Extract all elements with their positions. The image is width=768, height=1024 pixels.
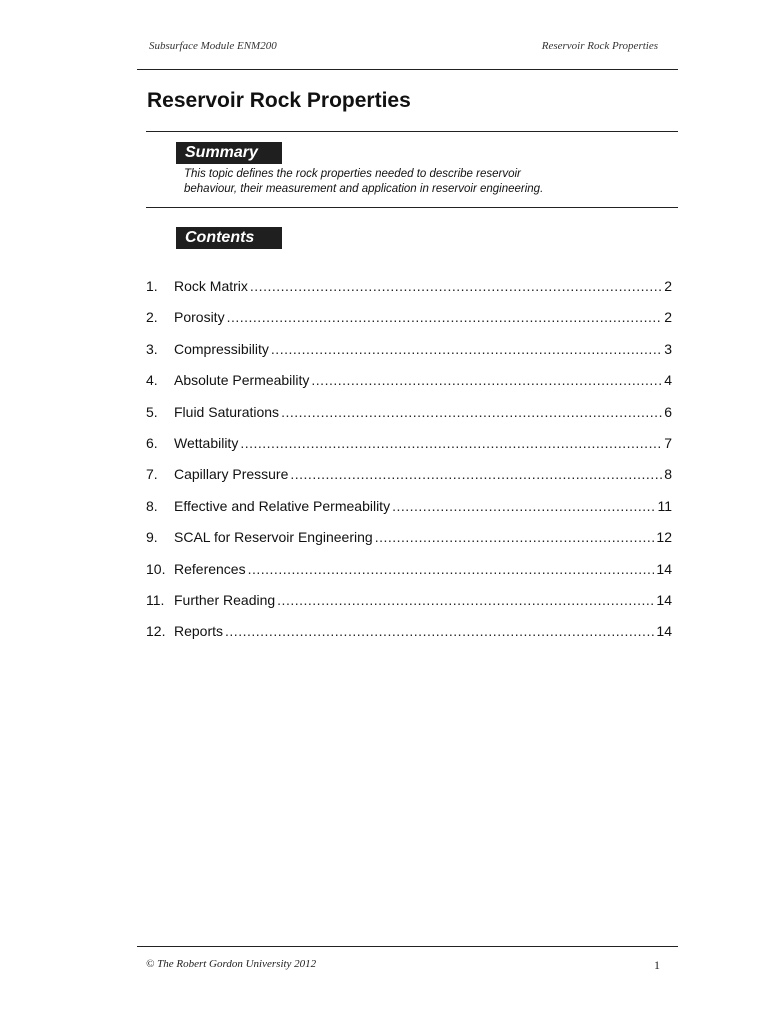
toc-item-scal[interactable] [146, 529, 672, 560]
toc-leader-dots [392, 498, 655, 514]
toc-page-number: 7 [664, 434, 672, 451]
toc-page-number: 2 [664, 278, 672, 294]
toc-number: 3. [146, 340, 158, 357]
toc-number: 10. [146, 560, 166, 577]
toc-label: SCAL for Reservoir Engineering [174, 529, 373, 546]
toc-item-absolute-permeability[interactable] [146, 372, 672, 403]
toc-number: 12. [146, 623, 166, 640]
toc-label: Compressibility [174, 340, 269, 357]
toc-leader-dots [277, 592, 654, 608]
summary-text [184, 167, 624, 197]
toc-leader-dots [290, 466, 662, 482]
toc-item-effective-relative-permeability[interactable] [146, 498, 672, 529]
toc-label: Rock Matrix [174, 278, 248, 294]
toc-page-number: 4 [664, 372, 672, 389]
toc-label: References [174, 560, 246, 577]
summary-line-1: This topic defines the rock properties needed to describe reservoir [184, 168, 521, 180]
toc-label: Effective and Relative Permeability [174, 497, 391, 514]
toc-label: Reports [174, 623, 224, 640]
toc-leader-dots [271, 341, 662, 357]
contents-heading: Contents [176, 227, 282, 249]
toc-leader-dots [248, 561, 655, 577]
toc-page-number: 14 [656, 623, 672, 640]
toc-label: Porosity [174, 309, 225, 326]
toc-leader-dots [281, 404, 662, 420]
toc-item-capillary-pressure[interactable] [146, 466, 672, 497]
toc-item-reports[interactable] [146, 623, 672, 654]
header-divider [137, 69, 678, 70]
toc-leader-dots [250, 278, 662, 294]
toc-label: Wettability [174, 434, 239, 451]
table-of-contents [146, 278, 672, 655]
summary-divider [146, 207, 678, 208]
toc-item-porosity[interactable] [146, 309, 672, 340]
toc-leader-dots [227, 309, 663, 325]
toc-item-compressibility[interactable] [146, 341, 672, 372]
footer-page-number: 1 [654, 958, 660, 972]
toc-number: 7. [146, 466, 158, 483]
toc-page-number: 14 [656, 591, 672, 608]
toc-number: 6. [146, 434, 158, 451]
page-title: Reservoir Rock Properties [147, 89, 411, 112]
toc-item-wettability[interactable] [146, 435, 672, 466]
toc-number: 4. [146, 372, 158, 389]
toc-leader-dots [240, 435, 662, 451]
toc-number: 2. [146, 309, 158, 326]
toc-leader-dots [225, 623, 654, 639]
footer-divider [137, 946, 678, 947]
toc-item-further-reading[interactable] [146, 592, 672, 623]
toc-leader-dots [311, 372, 662, 388]
toc-page-number: 8 [664, 466, 672, 483]
running-header [149, 40, 658, 52]
toc-page-number: 11 [657, 497, 672, 514]
toc-label: Further Reading [174, 591, 276, 608]
toc-page-number: 3 [664, 340, 672, 357]
toc-item-rock-matrix[interactable] [146, 278, 672, 309]
toc-page-number: 2 [664, 309, 672, 326]
toc-label: Capillary Pressure [174, 466, 289, 483]
title-divider [146, 131, 678, 132]
header-topic-name: Reservoir Rock Properties [541, 40, 658, 52]
toc-number: 8. [146, 497, 158, 514]
toc-item-fluid-saturations[interactable] [146, 404, 672, 435]
toc-number: 1. [146, 278, 158, 294]
header-module-name: Subsurface Module ENM200 [149, 40, 277, 52]
footer-copyright: © The Robert Gordon University 2012 [146, 958, 317, 970]
summary-heading: Summary [176, 142, 282, 164]
toc-label: Fluid Saturations [174, 403, 280, 420]
toc-leader-dots [375, 529, 655, 545]
summary-line-2: behaviour, their measurement and application in reservoir engineering. [184, 183, 544, 195]
toc-number: 9. [146, 529, 158, 546]
toc-page-number: 14 [656, 560, 672, 577]
toc-page-number: 6 [664, 403, 672, 420]
toc-number: 11. [146, 591, 165, 608]
toc-label: Absolute Permeability [174, 372, 310, 389]
toc-number: 5. [146, 403, 158, 420]
toc-item-references[interactable] [146, 561, 672, 592]
toc-page-number: 12 [656, 529, 672, 546]
